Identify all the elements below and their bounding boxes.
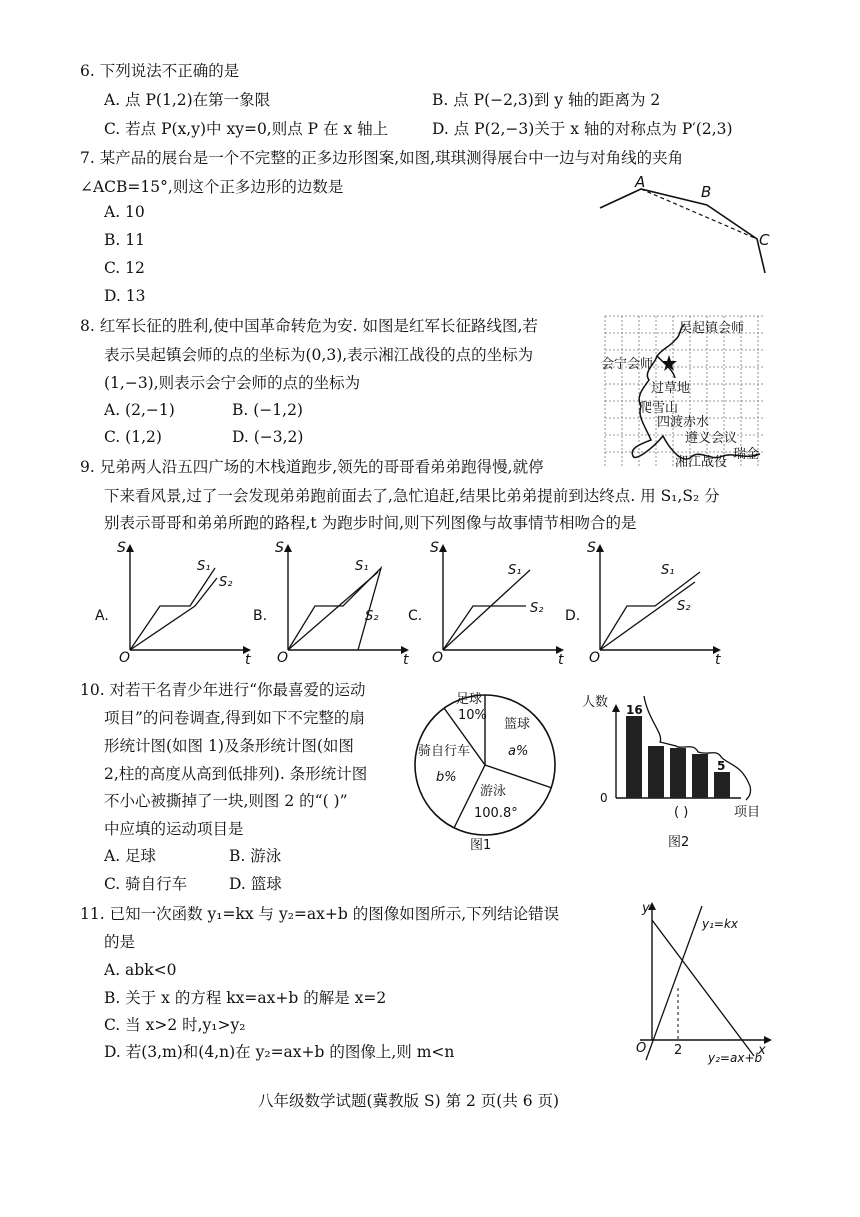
q11-linear-graph (630, 900, 790, 1070)
q9-graph-a (95, 540, 255, 668)
svg-text:S₁: S₁ (197, 559, 211, 574)
pie-value-football: 10% (458, 708, 487, 723)
q9-graph-c (408, 540, 568, 668)
q7-label-c: C (759, 231, 770, 249)
q10-option-d: D. 篮球 (229, 875, 282, 893)
q10-option-c: C. 骑自行车 (104, 875, 188, 893)
q10-pie-chart (412, 683, 572, 853)
svg-text:O: O (636, 1041, 647, 1056)
pie-label-cycling: 骑自行车 (418, 744, 471, 759)
svg-text:O: O (432, 650, 444, 666)
q8-stem-line3: (1,−3),则表示会宁会师的点的坐标为 (104, 374, 361, 392)
q9-stem-line1: 9. 兄弟两人沿五四广场的木栈道跑步,领先的哥哥看弟弟跑得慢,就停 (80, 458, 544, 476)
svg-text:2: 2 (674, 1043, 683, 1058)
q8-long-march-map (601, 316, 775, 470)
bar-2 (648, 746, 664, 798)
svg-text:O: O (277, 650, 289, 666)
svg-text:t: t (558, 652, 564, 668)
q10-stem-line2: 项目”的问卷调查,得到如下不完整的扇 (104, 709, 365, 727)
svg-text:S₁: S₁ (508, 563, 522, 578)
q10-stem-line3: 形统计图(如图 1)及条形统计图(如图 (104, 737, 354, 755)
svg-text:y: y (642, 901, 650, 916)
svg-text:S₂: S₂ (677, 599, 691, 614)
q7-option-d: D. 13 (104, 287, 146, 305)
svg-text:S₁: S₁ (661, 563, 675, 578)
map-label-huining: 会宁会师 (601, 357, 654, 372)
svg-text:S: S (275, 540, 284, 556)
pie-value-basketball: a% (508, 744, 529, 759)
bar-value-high: 16 (626, 703, 643, 717)
q6-option-a: A. 点 P(1,2)在第一象限 (104, 91, 271, 109)
q6-option-c: C. 若点 P(x,y)中 xy=0,则点 P 在 x 轴上 (104, 120, 389, 138)
q8-stem-line2: 表示吴起镇会师的点的坐标为(0,3),表示湘江战役的点的坐标为 (104, 346, 534, 364)
q11-option-b: B. 关于 x 的方程 kx=ax+b 的解是 x=2 (104, 989, 387, 1007)
map-label-ruijin: 瑞金 (733, 447, 760, 462)
q7-option-c: C. 12 (104, 259, 145, 277)
q9-option-d-label: D. (565, 608, 581, 624)
q7-label-a: A (635, 173, 646, 191)
pie-value-cycling: b% (436, 770, 457, 785)
q9-graph-d (565, 540, 730, 668)
bar-zero: 0 (600, 791, 608, 805)
q10-option-b: B. 游泳 (229, 847, 282, 865)
bar-blank: ( ) (674, 805, 689, 820)
map-label-zunyi: 遵义会议 (685, 431, 738, 446)
q6-option-b: B. 点 P(−2,3)到 y 轴的距离为 2 (432, 91, 661, 109)
q8-option-d: D. (−3,2) (232, 428, 304, 446)
q9-stem-line3: 别表示哥哥和弟弟所跑的路程,t 为跑步时间,则下列图像与故事情节相吻合的是 (104, 514, 637, 532)
svg-text:S: S (587, 540, 596, 556)
q7-polygon-figure (595, 175, 795, 285)
q10-stem-line5: 不小心被撕掉了一块,则图 2 的“( )” (104, 792, 348, 810)
q7-stem-line2: ∠ACB=15°,则这个正多边形的边数是 (80, 178, 344, 196)
q6-option-d: D. 点 P(2,−3)关于 x 轴的对称点为 P′(2,3) (432, 120, 733, 138)
q11-option-d: D. 若(3,m)和(4,n)在 y₂=ax+b 的图像上,则 m<n (104, 1043, 455, 1061)
q7-label-b: B (701, 183, 712, 201)
map-label-wuqi: 吴起镇会师 (679, 321, 745, 336)
q11-option-a: A. abk<0 (104, 961, 177, 979)
map-label-chishui: 四渡赤水 (657, 415, 710, 430)
map-label-xiangjiang: 湘江战役 (675, 455, 728, 470)
svg-text:x: x (758, 1043, 766, 1058)
line-y1-label: y₁=kx (702, 917, 739, 931)
q6-stem: 6. 下列说法不正确的是 (80, 62, 240, 80)
bar-5 (714, 772, 730, 798)
pie-label-basketball: 篮球 (504, 717, 531, 732)
bar-caption: 图2 (668, 835, 690, 850)
svg-text:S₁: S₁ (355, 559, 369, 574)
map-label-xueshan: 爬雪山 (639, 401, 679, 416)
q9-option-b-label: B. (253, 608, 268, 624)
q10-stem-line4: 2,柱的高度从高到低排列). 条形统计图 (104, 765, 368, 783)
q10-stem-line1: 10. 对若干名青少年进行“你最喜爱的运动 (80, 681, 366, 699)
q10-stem-line6: 中应填的运动项目是 (104, 820, 244, 838)
svg-text:t: t (403, 652, 409, 668)
q8-option-b: B. (−1,2) (232, 401, 303, 419)
q10-bar-chart (576, 690, 776, 850)
q7-stem-line1: 7. 某产品的展台是一个不完整的正多边形图案,如图,琪琪测得展台中一边与对角线的夹角 (80, 149, 684, 167)
svg-text:S: S (117, 540, 126, 556)
bar-ylabel: 人数 (582, 695, 609, 710)
map-label-caodi: 过草地 (651, 381, 691, 396)
svg-text:t: t (715, 652, 721, 668)
bar-value-low: 5 (717, 759, 726, 773)
pie-label-swimming: 游泳 (480, 784, 507, 799)
pie-value-swimming: 100.8° (474, 806, 518, 821)
page-footer: 八年级数学试题(冀教版 S) 第 2 页(共 6 页) (258, 1092, 560, 1110)
q7-option-a: A. 10 (104, 203, 145, 221)
svg-text:S₂: S₂ (530, 601, 544, 616)
q8-stem-line1: 8. 红军长征的胜利,使中国革命转危为安. 如图是红军长征路线图,若 (80, 317, 538, 335)
pie-label-football: 足球 (456, 692, 483, 707)
svg-text:t: t (245, 652, 251, 668)
pie-caption: 图1 (470, 838, 492, 853)
svg-text:S: S (430, 540, 439, 556)
svg-text:S₂: S₂ (219, 575, 233, 590)
line-y2-label: y₂=ax+b (708, 1051, 763, 1065)
q8-option-a: A. (2,−1) (104, 401, 175, 419)
q11-stem-line1: 11. 已知一次函数 y₁=kx 与 y₂=ax+b 的图像如图所示,下列结论错误 (80, 905, 560, 923)
q10-option-a: A. 足球 (104, 847, 157, 865)
bar-4 (692, 754, 708, 798)
svg-text:O: O (119, 650, 131, 666)
q9-option-c-label: C. (408, 608, 423, 624)
q11-option-c: C. 当 x>2 时,y₁>y₂ (104, 1016, 246, 1034)
q11-stem-line2: 的是 (104, 933, 136, 951)
svg-text:O: O (589, 650, 601, 666)
bar-3 (670, 748, 686, 798)
bar-1 (626, 716, 642, 798)
q9-option-a-label: A. (95, 608, 109, 624)
q9-stem-line2: 下来看风景,过了一会发现弟弟跑前面去了,急忙追赶,结果比弟弟提前到达终点. 用 S₁,S₂ 分 (104, 487, 720, 505)
q7-option-b: B. 11 (104, 231, 145, 249)
q8-option-c: C. (1,2) (104, 428, 162, 446)
svg-text:S₂: S₂ (365, 609, 379, 624)
q9-graph-b (253, 540, 413, 668)
bar-xlabel: 项目 (734, 805, 761, 820)
